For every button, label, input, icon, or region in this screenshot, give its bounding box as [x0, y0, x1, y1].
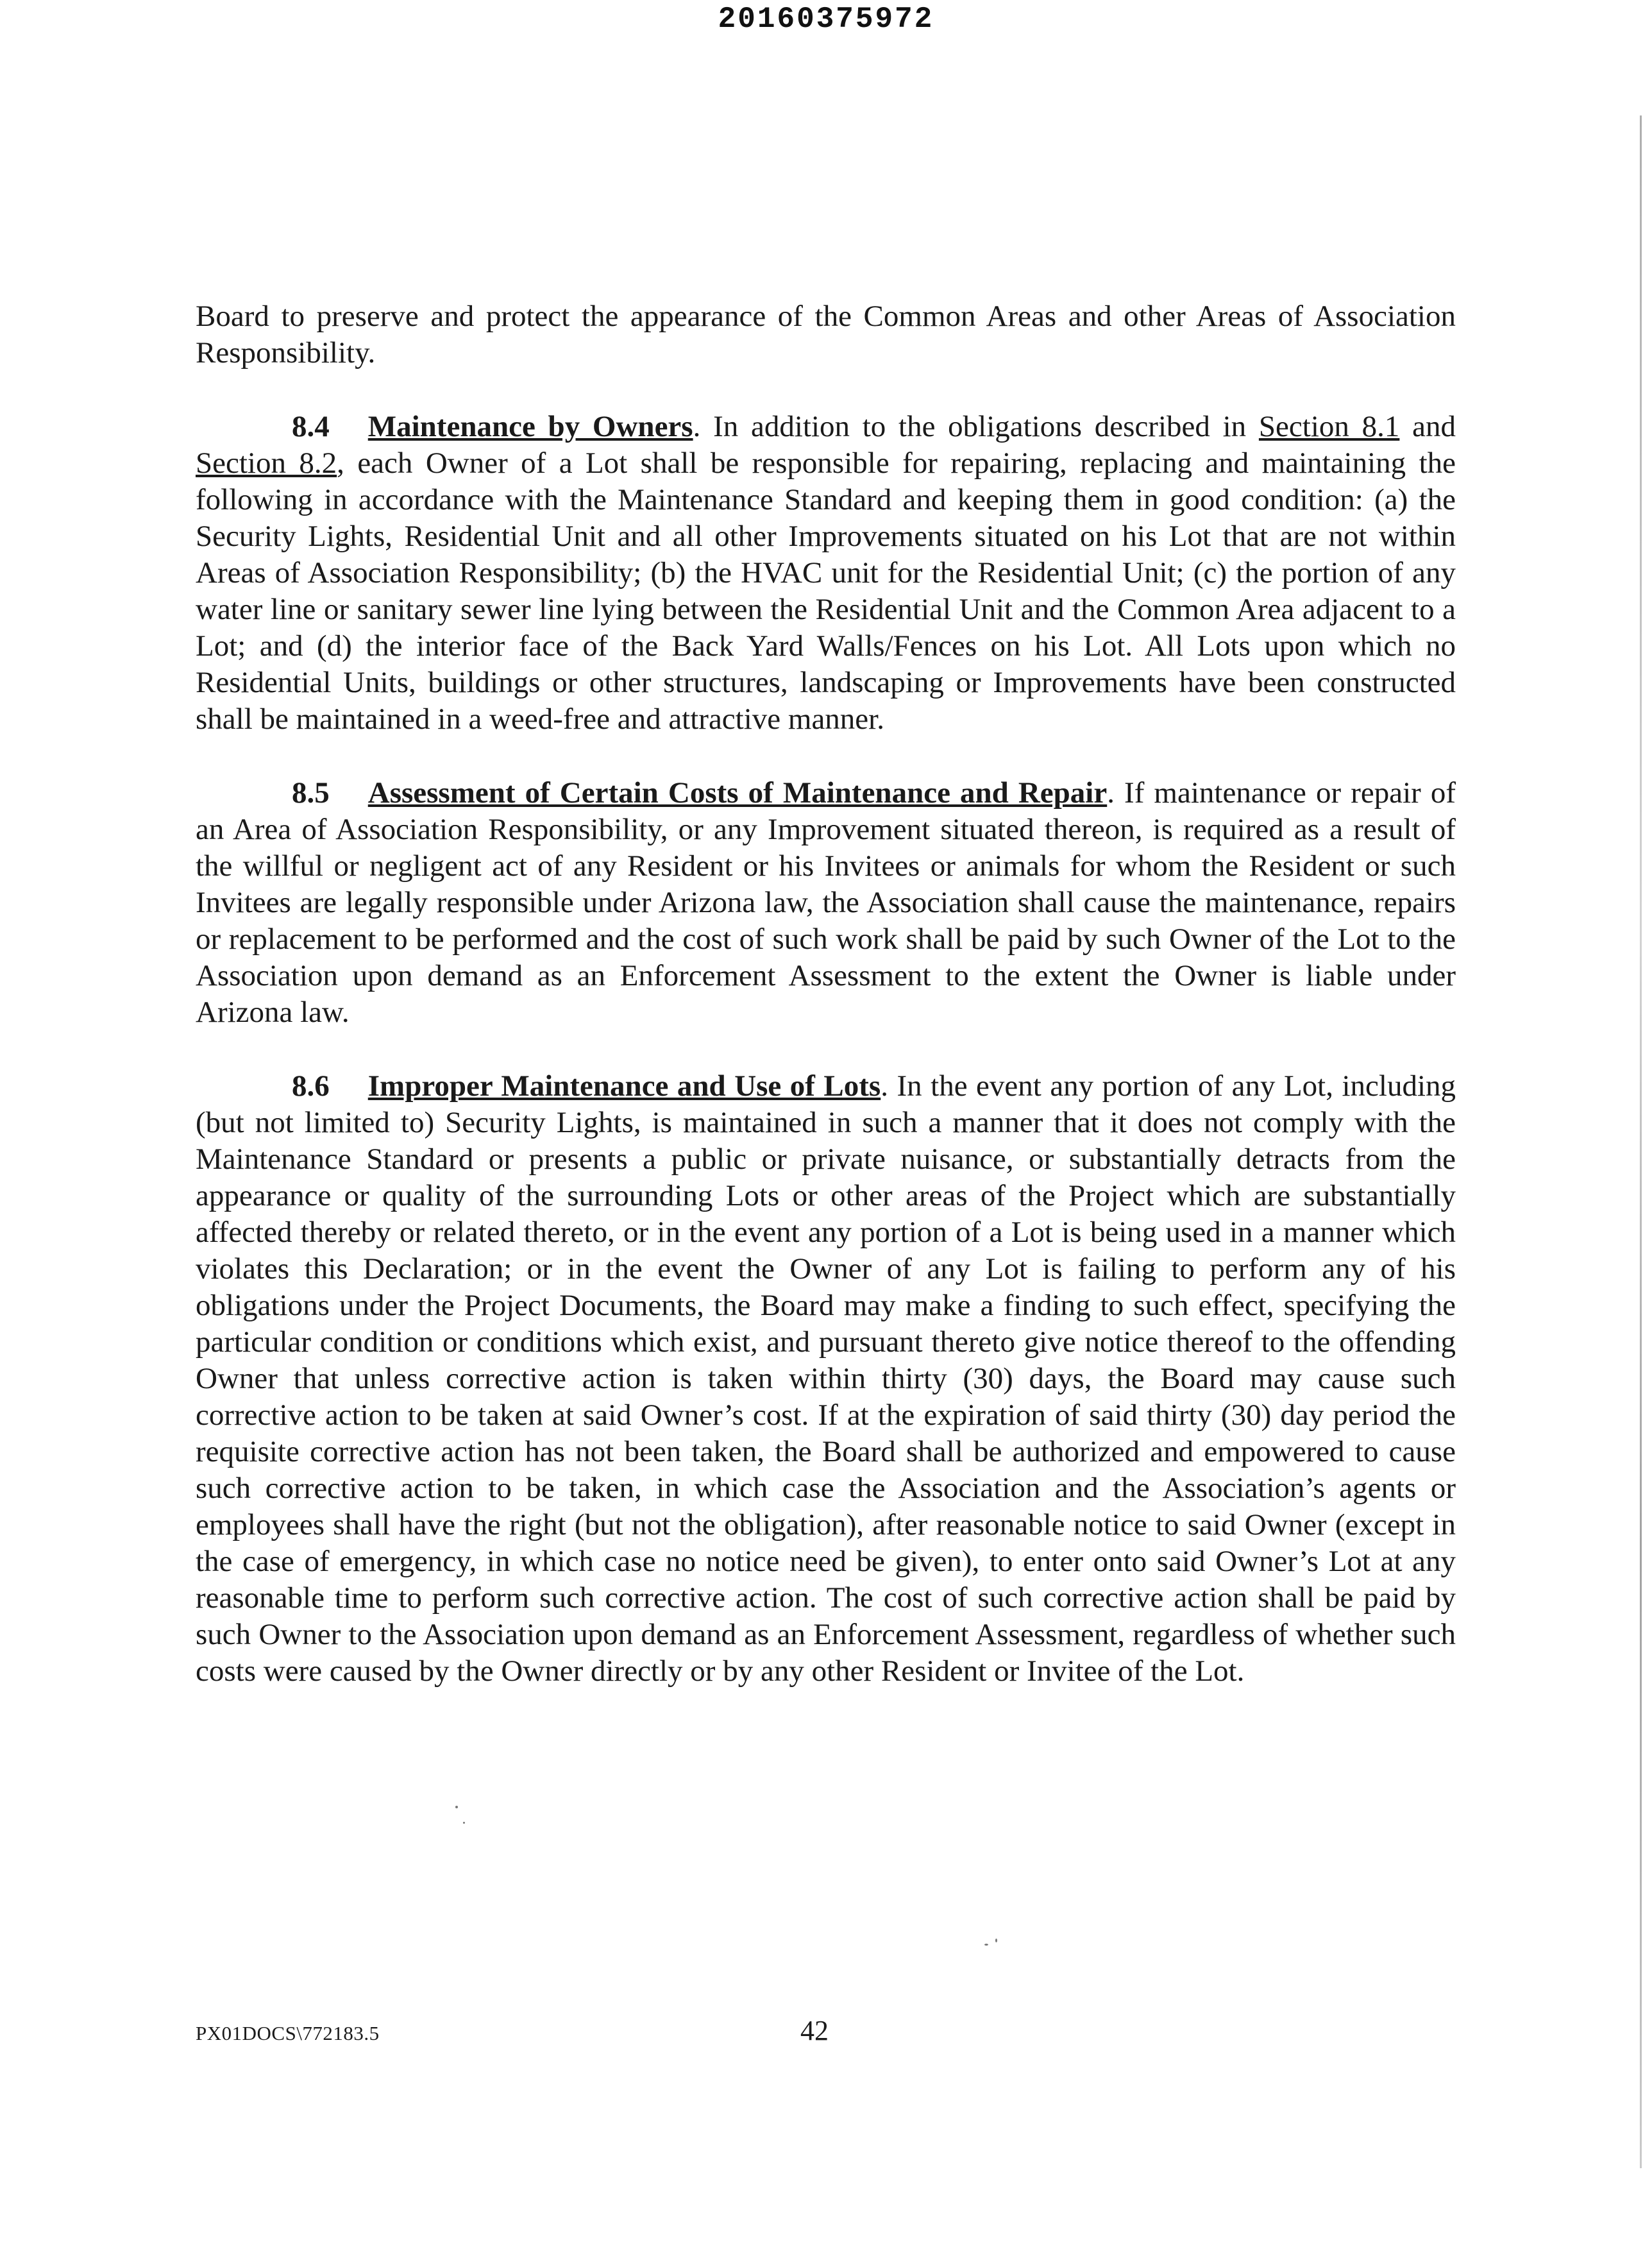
section-number: 8.6 [292, 1069, 330, 1103]
scan-speck [463, 1822, 465, 1824]
section-text: , each Owner of a Lot shall be responsible for repairing, replacing and maintaining the following in accordance with the Maintenance Standard and keeping them in good condition: (a) the Security Lights, Residential Unit and all other Improvements situated on his Lot that are not within Areas of Association Responsibility; (b) the HVAC unit for the Residential Unit; (c) the portion of any water line or sanitary sewer line lying between the Residential Unit and the Common Area adjacent to a Lot; and (d) the interior face of the Back Yard Walls/Fences on his Lot. All Lots upon which no Residential Units, buildings or other structures, landscaping or Improvements have been constructed shall be maintained in a weed-free and attractive manner. [196, 446, 1456, 736]
section-8-5 [196, 775, 1456, 1031]
document-id: PX01DOCS\772183.5 [196, 2022, 380, 2044]
section-number: 8.4 [292, 410, 330, 443]
section-title-period: . [881, 1069, 897, 1103]
section-title: Improper Maintenance and Use of Lots [367, 1069, 881, 1103]
section-8-4 [196, 409, 1456, 738]
continuation-paragraph: Board to preserve and protect the appearance of the Common Areas and other Areas of Association Responsibility. [196, 300, 1456, 369]
page-number: 42 [800, 2015, 829, 2046]
section-text: If maintenance or repair of an Area of Association Responsibility, or any Improvement situated thereon, is required as a result of the willful or negligent act of any Resident or his Invitees or animals for whom the Resident or such Invitees are legally responsible under Arizona law, the Association shall cause the maintenance, repairs or replacement to be performed and the cost of such work shall be paid by such Owner of the Lot to the Association upon demand as an Enforcement Assessment to the extent the Owner is liable under Arizona law. [196, 776, 1456, 1029]
section-reference: Section 8.2 [196, 446, 337, 480]
scan-edge-line [1640, 115, 1642, 2168]
section-title-period: . [1107, 776, 1125, 810]
section-8-6 [196, 1068, 1456, 1690]
document-body [196, 298, 1456, 1727]
section-title: Assessment of Certain Costs of Maintenance and Repair [367, 776, 1108, 810]
scan-speck [995, 1939, 997, 1942]
scan-speck [455, 1806, 458, 1808]
recording-number: 20160375972 [718, 3, 934, 36]
section-title: Maintenance by Owners [367, 410, 693, 443]
section-reference: Section 8.1 [1258, 410, 1400, 443]
section-title-period: . [693, 410, 714, 443]
section-number: 8.5 [292, 776, 330, 810]
section-text: In the event any portion of any Lot, including (but not limited to) Security Lights, is maintained in such a manner that it does not comply with the Maintenance Standard or presents a public or private nuisance, or substantially detracts from the appearance or quality of the surrounding Lots or other areas of the Project which are substantially affected thereby or related thereto, or in the event any portion of a Lot is being used in a manner which violates this Declaration; or in the event the Owner of any Lot is failing to perform any of his obligations under the Project Documents, the Board may make a finding to such effect, specifying the particular condition or conditions which exist, and pursuant thereto give notice thereof to the offending Owner that unless corrective action is taken within thirty (30) days, the Board may cause such corrective action to be taken at said Owner’s cost. If at the expiration of said thirty (30) day period the requisite corrective action has not been taken, the Board shall be authorized and empowered to cause such corrective action to be taken, in which case the Association and the Association’s agents or employees shall have the right (but not the obligation), after reasonable notice to said Owner (except in the case of emergency, in which case no notice need be given), to enter onto said Owner’s Lot at any reasonable time to perform such corrective action. The cost of such corrective action shall be paid by such Owner to the Association upon demand as an Enforcement Assessment, regardless of whether such costs were caused by the Owner directly or by any other Resident or Invitee of the Lot. [196, 1069, 1456, 1688]
section-text-mid: and [1399, 410, 1456, 443]
scan-speck [984, 1944, 988, 1946]
section-text-lead: In addition to the obligations described in [713, 410, 1259, 443]
